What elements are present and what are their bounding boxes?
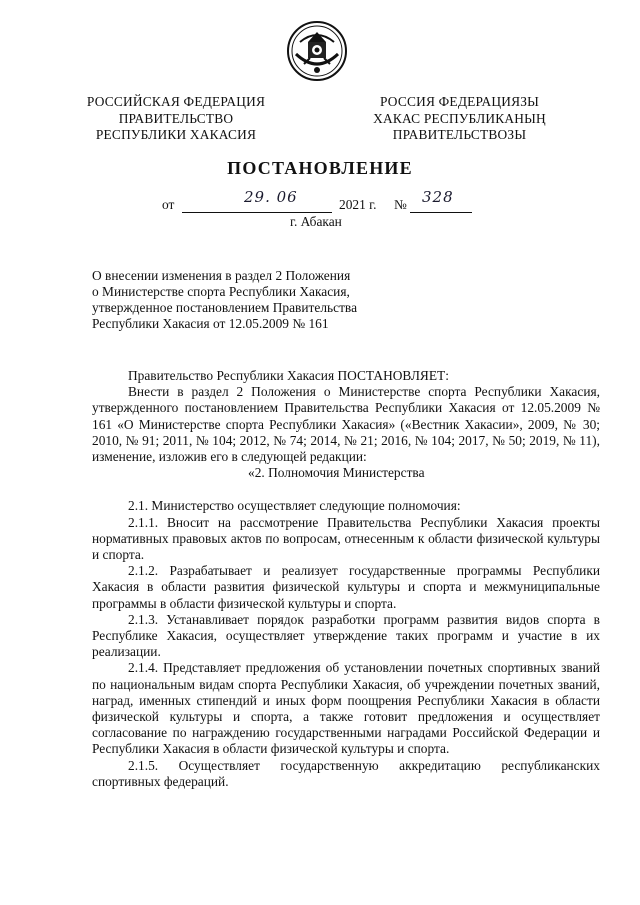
paragraph-2-1-4: 2.1.4. Представляет предложения об установлении почетных спортивных званий по национальным видам спорта Республики Хакасия, об учреждении почетных званий, наград, именных стипендий и иных форм поощрения Республики Хакасия в области физической культуры и спорта, а также готовит предложения и осуществляет согласование по награждению государственными наградами Российской Федерации и Республики Хакасия в области физической культуры и спорта. xyxy=(92,660,600,757)
date-number-line xyxy=(162,188,482,214)
subject-line-4: Республики Хакасия от 12.05.2009 № 161 xyxy=(92,316,329,331)
subject-line-1: О внесении изменения в раздел 2 Положения xyxy=(92,268,351,283)
subject-line-2: о Министерстве спорта Республики Хакасия, xyxy=(92,284,350,299)
paragraph-2-1-1: 2.1.1. Вносит на рассмотрение Правительства Республики Хакасия проекты нормативных правовых актов по вопросам, отнесенным к области физической культуры и спорта. xyxy=(92,514,600,563)
date-prefix: от xyxy=(162,197,175,212)
paragraph-2-1: 2.1. Министерство осуществляет следующие полномочия: xyxy=(128,498,461,514)
header-left-line-1: РОССИЙСКАЯ ФЕДЕРАЦИЯ xyxy=(86,94,266,109)
document-title: ПОСТАНОВЛЕНИЕ xyxy=(227,158,413,178)
paragraph-amendment: Внести в раздел 2 Положения о Министерстве спорта Республики Хакасия, утвержденного постановлением Правительства Республики Хакасия от 12.05.2009 № 161 «О Министерстве спорта Республики Хакасия» («Вестник Хакасии», 2009, № 30; 2010, № 91; 2011, № 104; 2012, № 74; 2014, № 21; 2016, № 104; 2017, № 50; 2019, № 11), изменение, изложив его в следующей редакции: xyxy=(92,384,600,465)
handwritten-number: 328 xyxy=(422,188,454,206)
document-body xyxy=(92,368,600,790)
coat-of-arms-emblem xyxy=(286,20,348,82)
section-heading: «2. Полномочия Министерства xyxy=(248,465,425,481)
header-right-line-3: ПРАВИТЕЛЬСТВОЗЫ xyxy=(392,127,527,142)
header-left-line-3: РЕСПУБЛИКИ ХАКАСИЯ xyxy=(95,127,257,142)
paragraph-2-1-2: 2.1.2. Разрабатывает и реализует государственные программы Республики Хакасия в области развития физической культуры и спорта и межмуниципальные программы в области физической культуры и спорта. xyxy=(92,563,600,611)
year-text: 2021 г. xyxy=(339,197,377,212)
paragraph-resolves: Правительство Республики Хакасия ПОСТАНОВЛЯЕТ: xyxy=(128,368,449,383)
header-left-russian xyxy=(70,94,282,144)
header-right-khakas xyxy=(352,94,567,144)
header-right-line-1: РОССИЯ ФЕДЕРАЦИЯЗЫ xyxy=(380,94,539,109)
handwritten-date: 29. 06 xyxy=(244,188,298,206)
city-name: г. Абакан xyxy=(290,214,342,229)
subject-line-3: утвержденное постановлением Правительства xyxy=(92,300,358,315)
paragraph-2-1-5: 2.1.5. Осуществляет государственную аккредитацию республиканских спортивных федераций. xyxy=(92,757,600,789)
document-subject xyxy=(92,268,392,332)
paragraph-2-1-3: 2.1.3. Устанавливает порядок разработки программ развития видов спорта в Республике Хакасия, осуществляет утверждение таких программ и участие в их реализации. xyxy=(92,611,600,660)
header-right-line-2: ХАКАС РЕСПУБЛИКАНЫҢ xyxy=(373,110,546,126)
header-left-line-2: ПРАВИТЕЛЬСТВО xyxy=(118,110,234,126)
number-sign: № xyxy=(394,197,407,212)
